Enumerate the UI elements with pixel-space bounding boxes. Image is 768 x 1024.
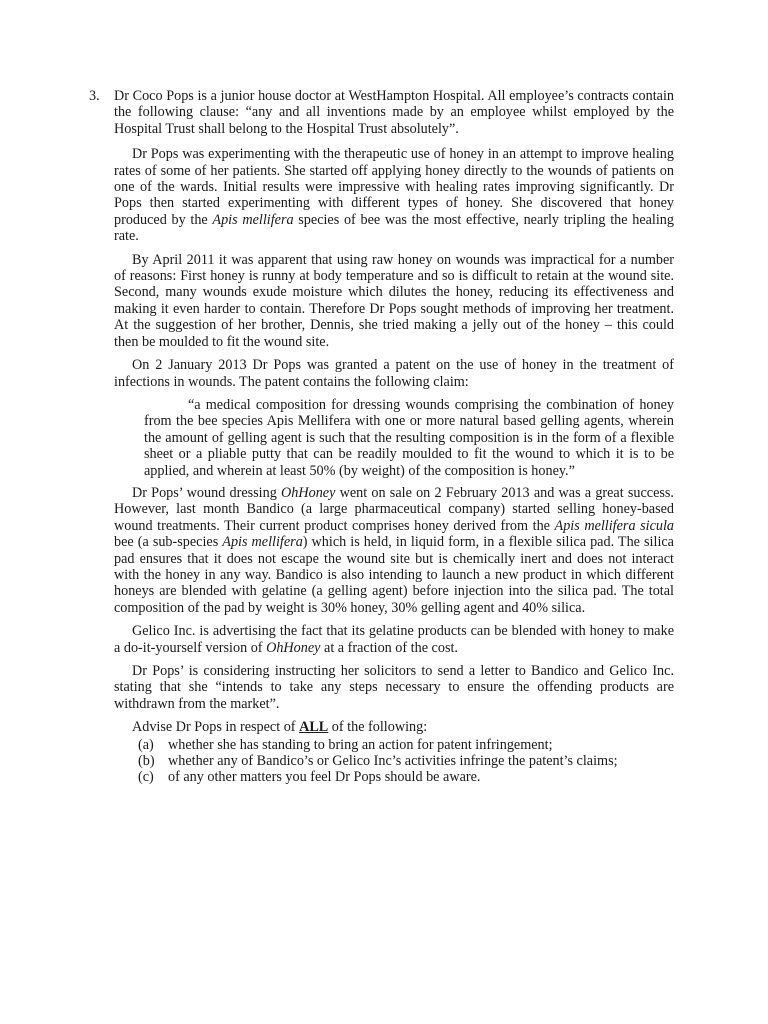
paragraph-jelly-development: By April 2011 it was apparent that using raw honey on wounds was impractical for a number of reasons: First honey is runny at body temperature and so is difficult to retain at the wound site. Second, many wounds exude moisture which dilutes the honey, reducing its effectiveness and making it even harder to contain. Therefore Dr Pops sought methods of improving her treatment. At the suggestion of her brother, Dennis, she tried making a jelly out of the honey – this could then be moulded to fit the wound site.: [114, 251, 674, 350]
paragraph-contract-clause: Dr Coco Pops is a junior house doctor at WestHampton Hospital. All employee’s contracts contain the following clause: “any and all inventions made by an employee whilst employed by the Hospital Trust shall belong to the Hospital Trust absolutely”.: [114, 88, 674, 137]
product-name: OhHoney: [281, 484, 336, 501]
question-body: [114, 88, 674, 786]
paragraph-bandico: Dr Pops’ wound dressing OhHoney went on sale on 2 February 2013 and was a great success. However, last month Bandico (a large pharmaceutical company) started selling honey-based wound treatments. Their current product comprises honey derived from the Apis mellifera sicula bee (a sub-species Apis mellifera) which is held, in liquid form, in a flexible silica pad. The silica pad ensures that it does not escape the wound site but is chemically inert and does not interact with the honey in any way. Bandico is also intending to launch a new product in which different honeys are blended with gelatine (a gelling agent) before injection into the silica pad. The total composition of the pad by weight is 30% honey, 30% gelling agent and 40% silica.: [114, 484, 674, 616]
product-name: OhHoney: [266, 639, 321, 656]
question-number: 3.: [89, 88, 100, 104]
paragraph-gelico: Gelico Inc. is advertising the fact that its gelatine products can be blended with honey to make a do-it-yourself version of OhHoney at a fraction of the cost.: [114, 623, 674, 656]
advise-instruction: Advise Dr Pops in respect of ALL of the following:: [132, 719, 428, 736]
species-name: Apis mellifera: [212, 211, 294, 228]
paragraph-experiment: Dr Pops was experimenting with the therapeutic use of honey in an attempt to improve healing rates of some of her patients. She started off applying honey directly to the wounds of patients on one of the wards. Initial results were impressive with healing rates improving significantly. Dr Pops then started experimenting with different types of honey. She discovered that honey produced by the Apis mellifera species of bee was the most effective, nearly tripling the healing rate.: [114, 146, 674, 245]
emphasis-all: ALL: [299, 719, 329, 736]
advise-items-list: [114, 737, 674, 786]
list-item: (b) whether any of Bandico’s or Gelico Inc’s activities infringe the patent’s claims;: [138, 753, 618, 770]
list-item: (a) whether she has standing to bring an action for patent infringement;: [138, 736, 553, 753]
paragraph-patent-grant: On 2 January 2013 Dr Pops was granted a patent on the use of honey in the treatment of infections in wounds. The patent contains the following claim:: [114, 357, 674, 390]
species-name: Apis mellifera: [222, 534, 303, 551]
subspecies-name: Apis mellifera sicula: [554, 517, 674, 534]
list-item: (c) of any other matters you feel Dr Pops should be aware.: [138, 769, 481, 786]
paragraph-solicitors-letter: Dr Pops’ is considering instructing her solicitors to send a letter to Bandico and Gelico Inc. stating that she “intends to take any steps necessary to ensure the offending products are withdrawn from the market”.: [114, 663, 674, 712]
patent-claim-quote: “a medical composition for dressing wounds comprising the combination of honey from the bee species Apis Mellifera with one or more natural based gelling agents, wherein the amount of gelling agent is such that the resulting composition is in the form of a flexible sheet or a pliable putty that can be readily moulded to fit the wound to which it is to be applied, and wherein at least 50% (by weight) of the composition is honey.”: [144, 396, 674, 479]
